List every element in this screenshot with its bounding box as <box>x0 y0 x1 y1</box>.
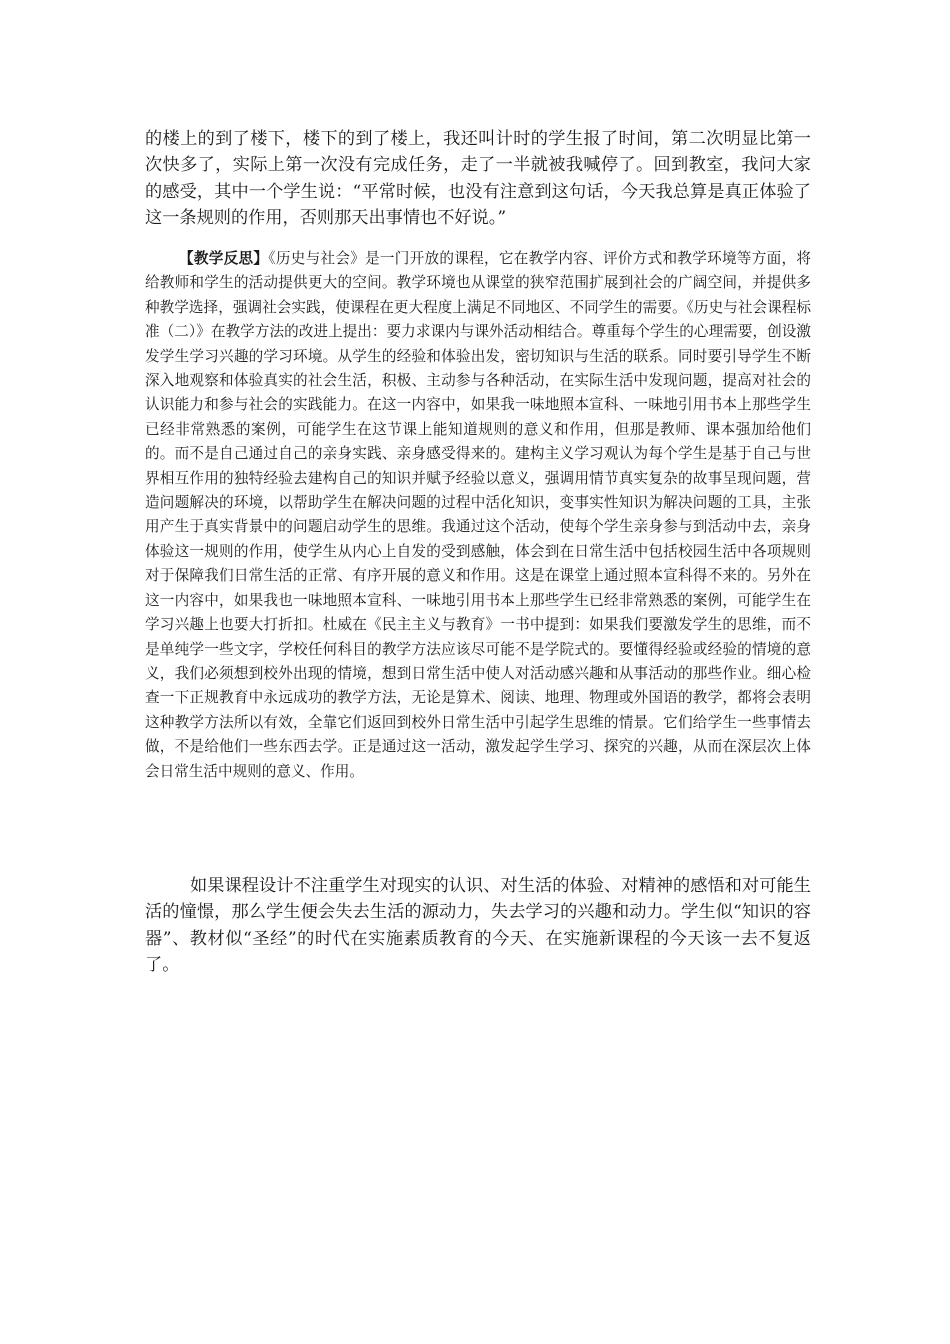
paragraph-teaching-reflection <box>145 247 811 784</box>
paragraph-continuation: 的楼上的到了楼下，楼下的到了楼上，我还叫计时的学生报了时间，第二次明显比第一次快多了，实际上第一次没有完成任务，走了一半就被我喊停了。回到教室，我问大家的感受，其中一个学生说：“平常时候，也没有注意到这句话，今天我总算是真正体验了这一条规则的作用，否则那天出事情也不好说。” <box>145 129 811 228</box>
paragraph-body: 《历史与社会》是一门开放的课程，它在教学内容、评价方式和教学环境等方面，将给教师和学生的活动提供更大的空间。教学环境也从课堂的狭窄范围扩展到社会的广阔空间，并提供多种教学选择，强调社会实践，使课程在更大程度上满足不同地区、不同学生的需要。《历史与社会课程标准（二）》在教学方法的改进上提出：要力求课内与课外活动相结合。尊重每个学生的心理需要，创设激发学生学习兴趣的学习环境。从学生的经验和体验出发，密切知识与生活的联系。同时要引导学生不断深入地观察和体验真实的社会生活，积极、主动参与各种活动，在实际生活中发现问题，提高对社会的认识能力和参与社会的实践能力。在这一内容中，如果我一味地照本宣科、一味地引用书本上那些学生已经非常熟悉的案例，可能学生在这节课上能知道规则的意义和作用，但那是教师、课本强加给他们的。而不是自己通过自己的亲身实践、亲身感受得来的。建构主义学习观认为每个学生是基于自己与世界相互作用的独特经验去建构自己的知识并赋予经验以意义，强调用情节真实复杂的故事呈现问题，营造问题解决的环境，以帮助学生在解决问题的过程中活化知识，变事实性知识为解决问题的工具，主张用产生于真实背景中的问题启动学生的思维。我通过这个活动，使每个学生亲身参与到活动中去，亲身体验这一规则的作用，使学生从内心上自发的受到感触，体会到在日常生活中包括校园生活中各项规则对于保障我们日常生活的正常、有序开展的意义和作用。这是在课堂上通过照本宣科得不来的。另外在这一内容中，如果我也一味地照本宣科、一味地引用书本上那些学生已经非常熟悉的案例，可能学生在学习兴趣上也要大打折扣。杜威在《民主主义与教育》一书中提到：如果我们要激发学生的思维，而不是单纯学一些文字，学校任何科目的教学方法应该尽可能不是学院式的。要懂得经验或经验的情境的意义，我们必须想到校外出现的情境，想到日常生活中使人对活动感兴趣和从事活动的那些作业。细心检查一下正规教育中永远成功的教学方法，无论是算术、阅读、地理、物理或外国语的教学，都将会表明这种教学方法所以有效，全靠它们返回到校外日常生活中引起学生思维的情景。它们给学生一些事情去做，不是给他们一些东西去学。正是通过这一活动，激发起学生学习、探究的兴趣，从而在深层次上体会日常生活中规则的意义、作用。 <box>145 250 811 780</box>
section-heading: 【教学反思】 <box>179 250 269 267</box>
paragraph-conclusion: 如果课程设计不注重学生对现实的认识、对生活的体验、对精神的感悟和对可能生活的憧憬，那么学生便会失去生活的源动力，失去学习的兴趣和动力。学生似“知识的容器”、教材似“圣经”的时代在实施素质教育的今天、在实施新课程的今天该一去不复返了。 <box>145 876 811 975</box>
